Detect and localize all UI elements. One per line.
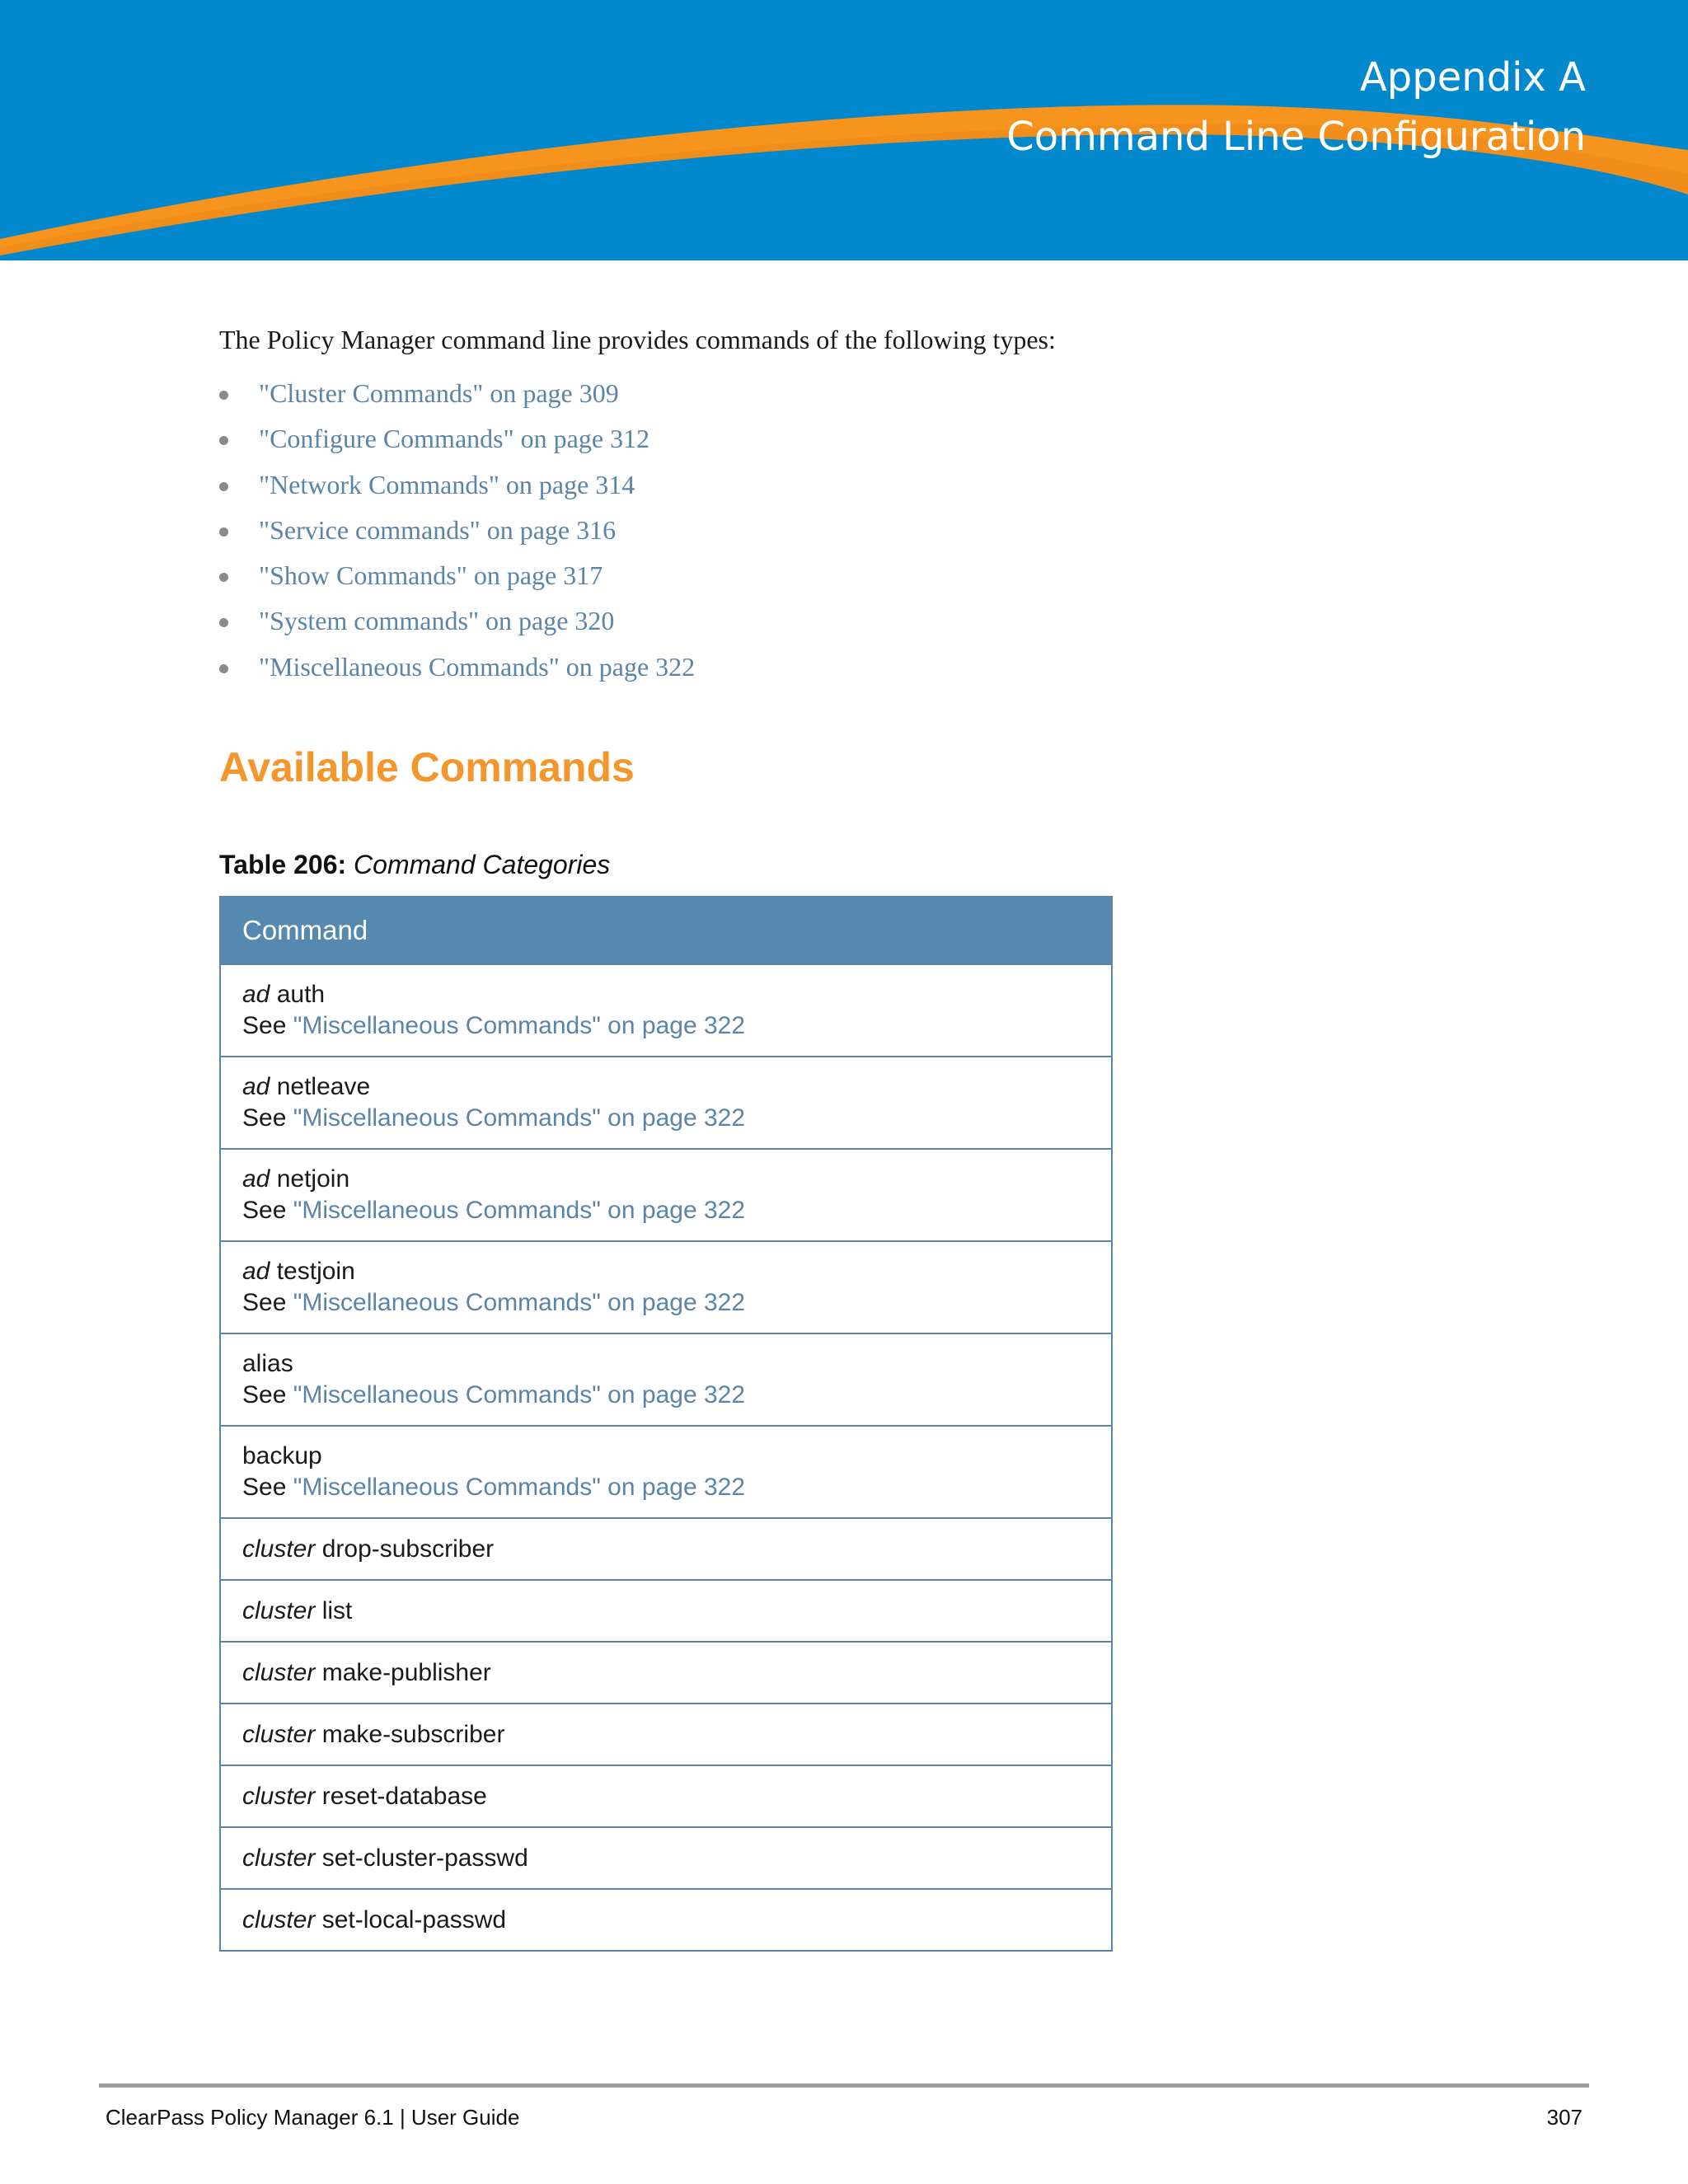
- list-item: [219, 508, 1456, 553]
- list-item: [219, 416, 1456, 462]
- see-link[interactable]: "Miscellaneous Commands" on page 322: [293, 1474, 746, 1502]
- see-label: See: [242, 1381, 287, 1409]
- command-name: set-local-passwd: [321, 1905, 507, 1933]
- list-item: [219, 598, 1456, 644]
- footer-doc-title: ClearPass Policy Manager 6.1 | User Guide: [106, 2105, 520, 2130]
- command-prefix: ad: [242, 981, 270, 1009]
- table-row: [220, 1580, 1112, 1642]
- command-name: drop-subscriber: [321, 1535, 495, 1563]
- command-prefix: cluster: [242, 1535, 316, 1563]
- bullet-icon: [219, 482, 228, 491]
- bullet-icon: [219, 391, 228, 400]
- list-item: [219, 644, 1456, 690]
- table-row: [220, 1149, 1112, 1241]
- link-service-commands[interactable]: "Service commands" on page 316: [259, 514, 617, 545]
- table-row: [220, 1241, 1112, 1333]
- table-row: [220, 1057, 1112, 1149]
- bullet-icon: [219, 527, 228, 537]
- section-heading: Available Commands: [219, 744, 635, 791]
- table-row: [220, 1704, 1112, 1765]
- command-prefix: cluster: [242, 1720, 316, 1748]
- table-row: [220, 1765, 1112, 1827]
- command-name: reset-database: [321, 1782, 487, 1810]
- link-configure-commands[interactable]: "Configure Commands" on page 312: [259, 424, 650, 454]
- command-prefix: ad: [242, 1258, 270, 1286]
- command-prefix: cluster: [242, 1782, 316, 1810]
- intro-paragraph: The Policy Manager command line provides commands of the following types:: [219, 325, 1056, 354]
- table-caption-label: Table 206:: [219, 850, 347, 880]
- link-show-commands[interactable]: "Show Commands" on page 317: [259, 560, 603, 591]
- command-name: make-publisher: [321, 1658, 491, 1686]
- table-caption: [219, 846, 1456, 883]
- command-name: netjoin: [276, 1165, 350, 1193]
- command-name: netleave: [276, 1073, 371, 1101]
- list-item: [219, 371, 1456, 416]
- see-label: See: [242, 1197, 287, 1225]
- see-label: See: [242, 1012, 287, 1040]
- command-prefix: ad: [242, 1073, 270, 1101]
- bullet-icon: [219, 573, 228, 582]
- command-type-list: [219, 371, 1456, 690]
- link-cluster-commands[interactable]: "Cluster Commands" on page 309: [259, 378, 619, 408]
- chapter-title: Command Line Configuration: [1006, 114, 1586, 160]
- table-caption-title: Command Categories: [354, 850, 611, 880]
- bullet-icon: [219, 618, 228, 627]
- see-label: See: [242, 1104, 287, 1132]
- see-label: See: [242, 1289, 287, 1317]
- command-table: [219, 896, 1113, 1952]
- table-row: [220, 1426, 1112, 1518]
- column-header-command: Command: [220, 897, 1112, 964]
- see-link[interactable]: "Miscellaneous Commands" on page 322: [293, 1381, 746, 1409]
- command-name: backup: [242, 1442, 322, 1470]
- command-name: make-subscriber: [321, 1720, 505, 1748]
- main-content: [219, 320, 1456, 1952]
- command-name: testjoin: [276, 1258, 355, 1286]
- command-prefix: ad: [242, 1165, 270, 1193]
- command-prefix: cluster: [242, 1844, 316, 1872]
- see-link[interactable]: "Miscellaneous Commands" on page 322: [293, 1104, 746, 1132]
- link-network-commands[interactable]: "Network Commands" on page 314: [259, 469, 635, 499]
- see-label: See: [242, 1474, 287, 1502]
- command-name: alias: [242, 1350, 293, 1378]
- list-item: [219, 553, 1456, 598]
- table-row: [220, 964, 1112, 1057]
- table-row: [220, 1642, 1112, 1704]
- appendix-label: Appendix A: [1359, 54, 1586, 101]
- link-system-commands[interactable]: "System commands" on page 320: [259, 606, 615, 636]
- see-link[interactable]: "Miscellaneous Commands" on page 322: [293, 1289, 746, 1317]
- table-row: [220, 1333, 1112, 1426]
- page-number: 307: [1546, 2105, 1582, 2130]
- command-name: auth: [276, 981, 326, 1009]
- command-prefix: cluster: [242, 1658, 316, 1686]
- table-row: [220, 1518, 1112, 1580]
- command-name: set-cluster-passwd: [321, 1844, 528, 1872]
- bullet-icon: [219, 436, 228, 445]
- link-miscellaneous-commands[interactable]: "Miscellaneous Commands" on page 322: [259, 651, 696, 682]
- command-prefix: cluster: [242, 1905, 316, 1933]
- bullet-icon: [219, 664, 228, 673]
- command-name: list: [321, 1596, 353, 1624]
- see-link[interactable]: "Miscellaneous Commands" on page 322: [293, 1012, 746, 1040]
- footer-divider: [99, 2083, 1589, 2088]
- header-banner: [0, 0, 1688, 260]
- command-prefix: cluster: [242, 1596, 316, 1624]
- table-row: [220, 1827, 1112, 1889]
- see-link[interactable]: "Miscellaneous Commands" on page 322: [293, 1197, 746, 1225]
- table-row: [220, 1889, 1112, 1951]
- list-item: [219, 462, 1456, 508]
